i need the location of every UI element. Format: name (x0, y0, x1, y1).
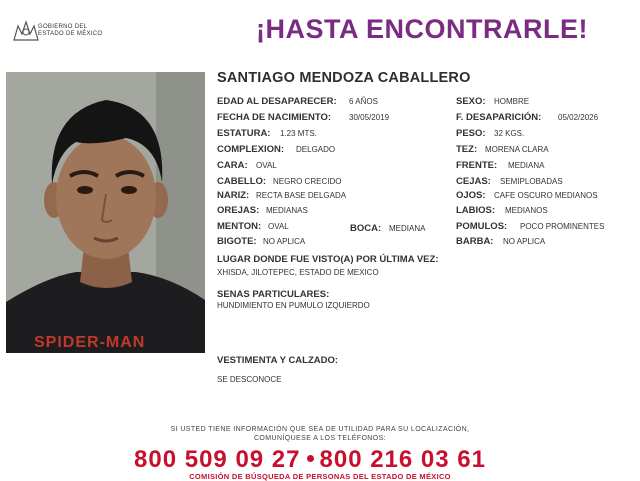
label-labios: LABIOS: (456, 205, 496, 216)
label-lugar-visto: LUGAR DONDE FUE VISTO(A) POR ÚLTIMA VEZ: (217, 254, 439, 265)
value-orejas: MEDIANAS (266, 206, 308, 215)
value-lugar-visto: XHISDA, JILOTEPEC, ESTADO DE MEXICO (217, 268, 379, 277)
value-peso: 32 KGS. (494, 129, 525, 138)
commission-name: COMISIÓN DE BÚSQUEDA DE PERSONAS DEL ESTADO DE MÉXICO (189, 472, 451, 481)
gov-line-1: GOBIERNO DEL (38, 24, 88, 30)
phone-number-1[interactable]: 800 509 09 27 (134, 446, 301, 473)
label-peso: PESO: (456, 128, 486, 139)
value-pomulos: POCO PROMINENTES (520, 222, 605, 231)
label-cejas: CEJAS: (456, 176, 491, 187)
value-tez: MORENA CLARA (485, 145, 549, 154)
label-fecha-nacimiento: FECHA DE NACIMIENTO: (217, 112, 331, 123)
label-cara: CARA: (217, 160, 248, 171)
value-cara: OVAL (256, 161, 277, 170)
value-fecha-nacimiento: 30/05/2019 (349, 113, 390, 122)
phone-number-2[interactable]: 800 216 03 61 (319, 446, 486, 473)
phone-numbers (0, 446, 620, 474)
label-sexo: SEXO: (456, 96, 486, 107)
label-pomulos: POMULOS: (456, 221, 508, 232)
label-estatura: ESTATURA: (217, 128, 271, 139)
contact-note-line-2: COMUNÍQUESE A LOS TELÉFONOS: (253, 435, 387, 442)
label-frente: FRENTE: (456, 160, 498, 171)
government-logo-text (38, 24, 102, 38)
child-portrait (6, 72, 205, 353)
gov-line-2: ESTADO DE MÉXICO (38, 31, 103, 37)
value-labios: MEDIANOS (505, 206, 548, 215)
label-ojos: OJOS: (456, 190, 486, 201)
label-senas-particulares: SENAS PARTICULARES: (217, 289, 330, 300)
label-cabello: CABELLO: (217, 176, 267, 187)
label-edad: EDAD AL DESAPARECER: (217, 96, 337, 107)
label-boca: BOCA: (350, 223, 382, 234)
value-barba: NO APLICA (503, 237, 546, 246)
value-cejas: SEMIPLOBADAS (500, 177, 563, 186)
value-sexo: HOMBRE (494, 97, 530, 106)
label-complexion: COMPLEXION: (217, 144, 285, 155)
value-menton: OVAL (268, 222, 289, 231)
label-orejas: OREJAS: (217, 205, 260, 216)
state-emblem-icon (12, 20, 40, 42)
value-senas-particulares: HUNDIMIENTO EN PUMULO IZQUIERDO (217, 301, 370, 310)
value-bigote: NO APLICA (263, 237, 306, 246)
value-ojos: CAFE OSCURO MEDIANOS (494, 191, 598, 200)
person-name: SANTIAGO MENDOZA CABALLERO (217, 70, 471, 86)
label-fecha-desaparicion: F. DESAPARICIÓN: (456, 112, 542, 123)
value-cabello: NEGRO CRECIDO (273, 177, 342, 186)
contact-note-line-1: SI USTED TIENE INFORMACIÓN QUE SEA DE UTILIDAD PARA SU LOCALIZACIÓN, (170, 426, 470, 433)
label-bigote: BIGOTE: (217, 236, 257, 247)
label-menton: MENTON: (217, 221, 262, 232)
label-barba: BARBA: (456, 236, 494, 247)
value-nariz: RECTA BASE DELGADA (256, 191, 347, 200)
label-vestimenta: VESTIMENTA Y CALZADO: (217, 355, 339, 366)
shirt-print: SPIDER-MAN (34, 334, 146, 351)
value-estatura: 1.23 MTS. (280, 129, 317, 138)
label-nariz: NARIZ: (217, 190, 250, 201)
missing-person-photo (6, 72, 205, 353)
value-complexion: DELGADO (296, 145, 336, 154)
value-edad: 6 AÑOS (349, 97, 378, 106)
label-tez: TEZ: (456, 144, 478, 155)
headline: ¡HASTA ENCONTRARLE! (256, 14, 588, 44)
value-fecha-desaparicion: 05/02/2026 (558, 113, 599, 122)
value-frente: MEDIANA (508, 161, 545, 170)
value-boca: MEDIANA (389, 224, 426, 233)
value-vestimenta: SE DESCONOCE (217, 375, 282, 384)
separator-dot-icon (307, 455, 314, 462)
